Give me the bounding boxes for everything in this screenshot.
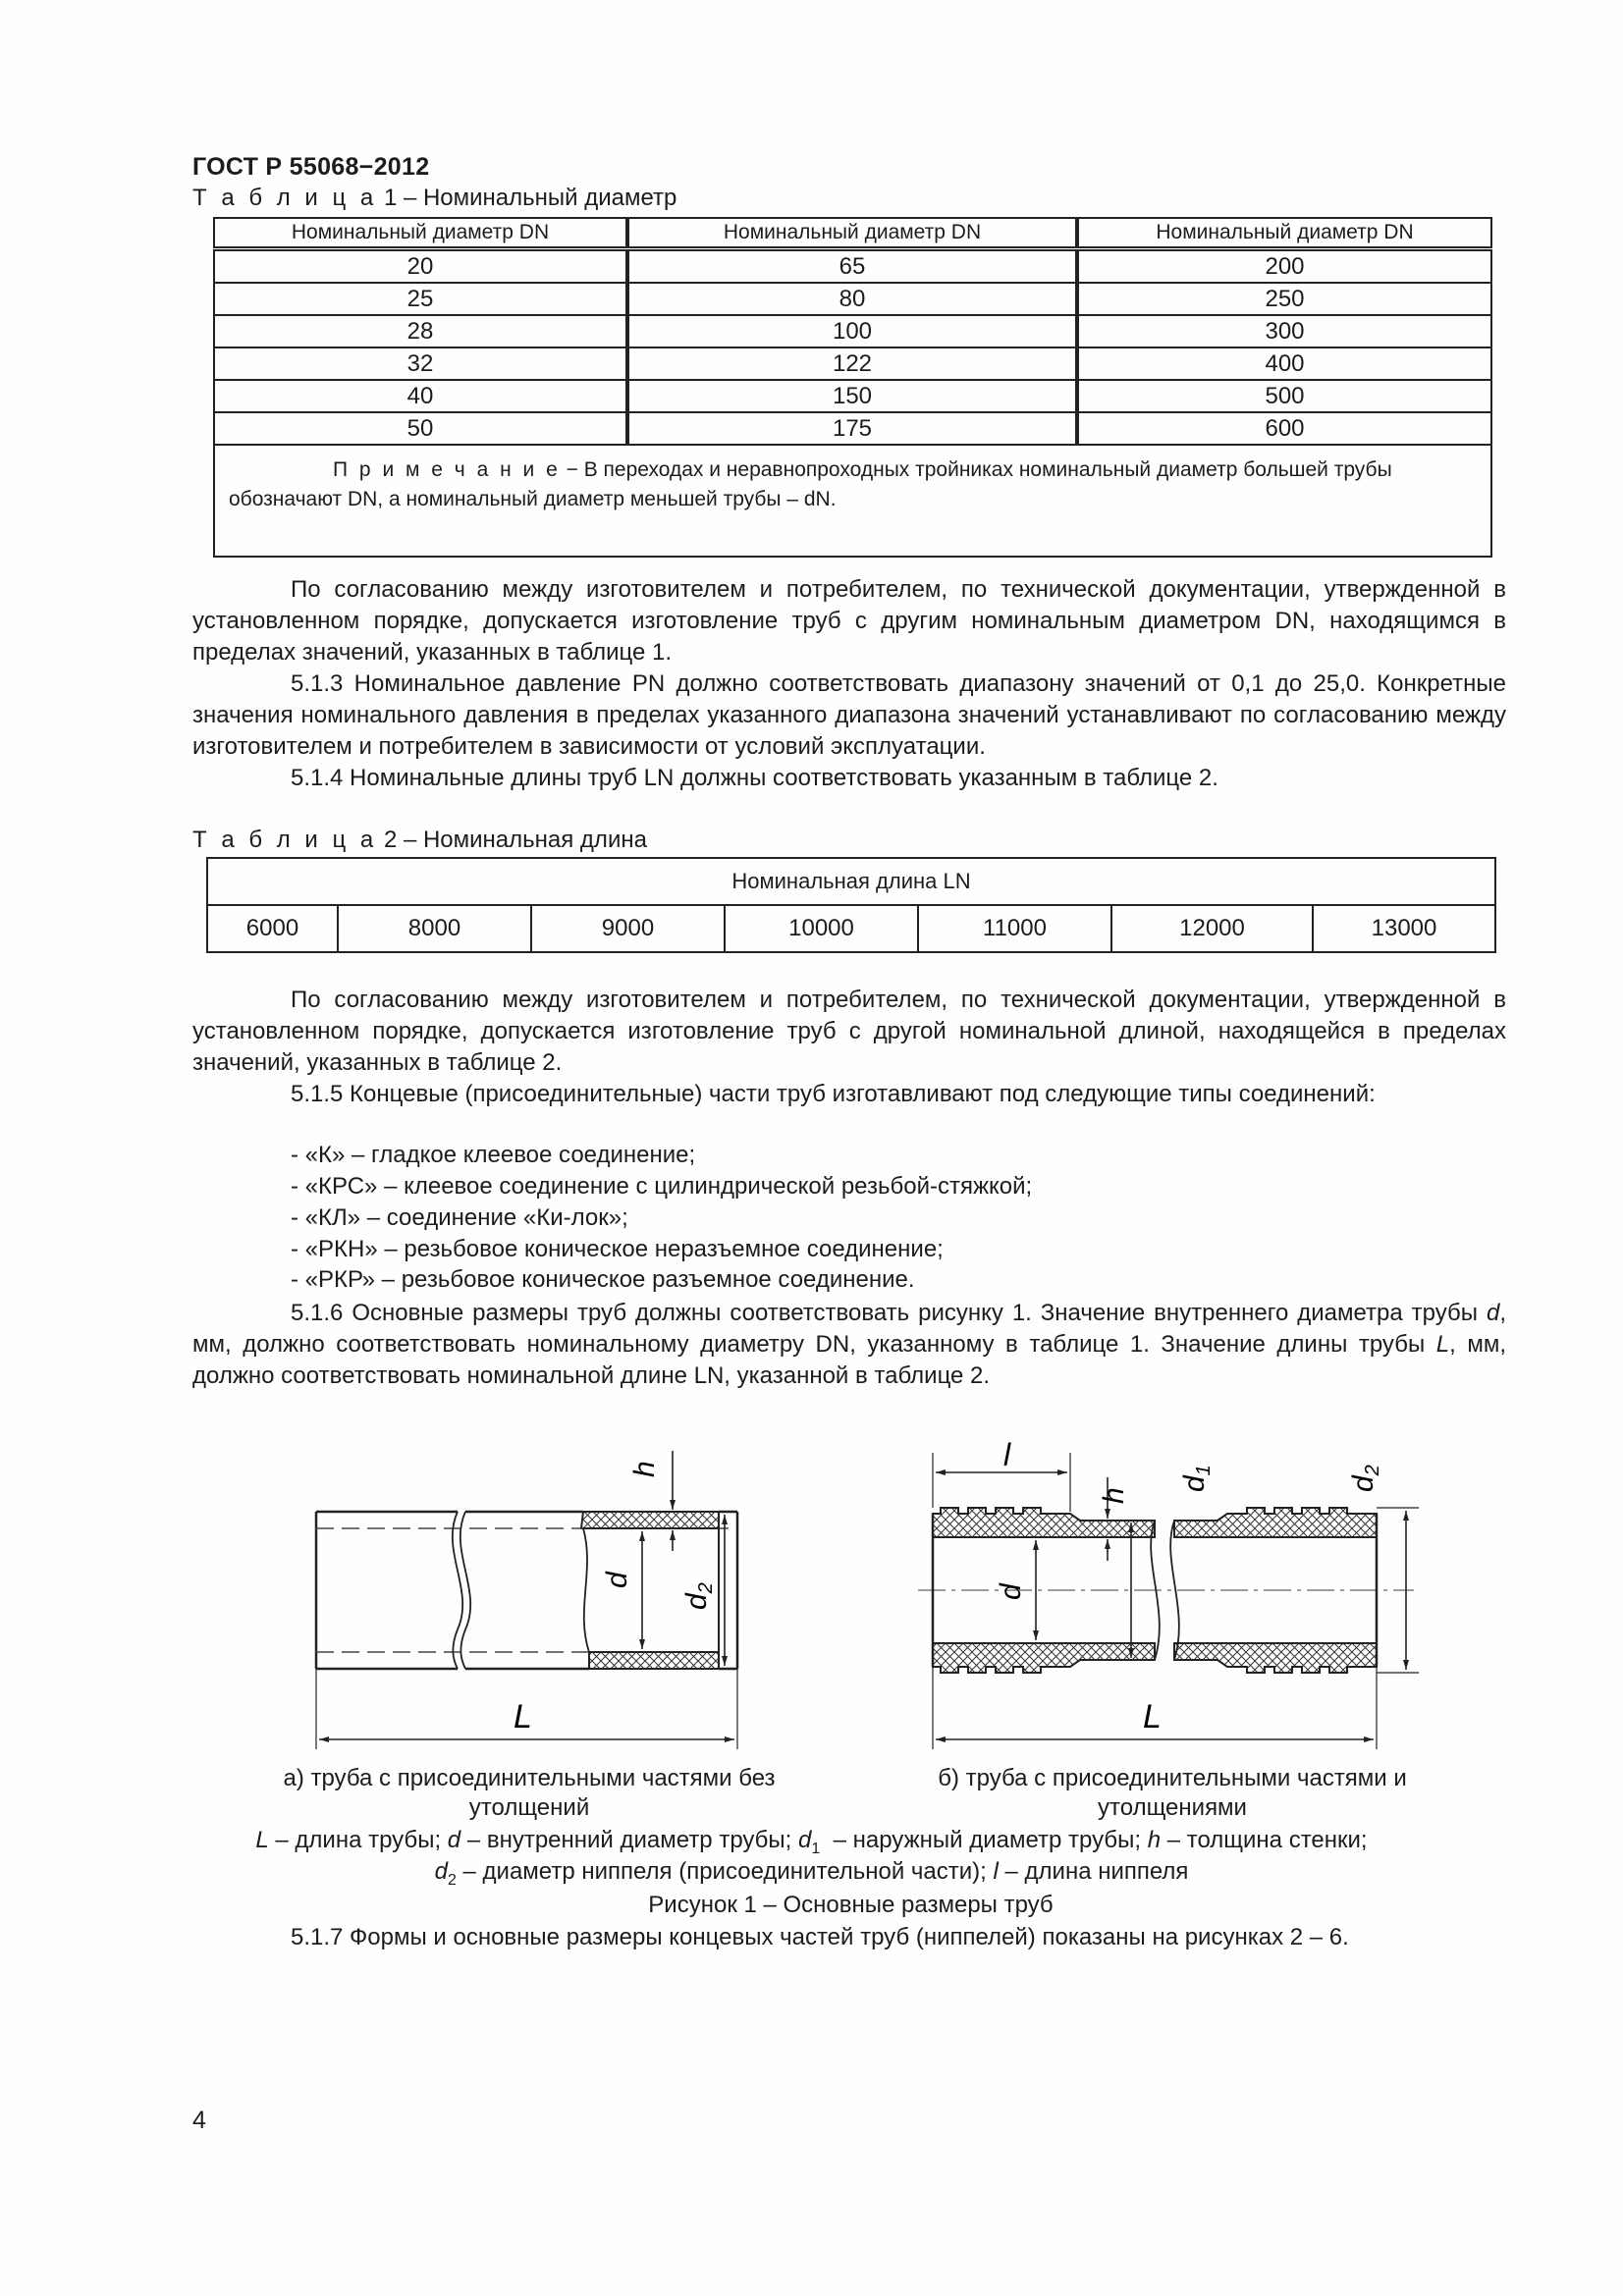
legend-text: – диаметр ниппеля (присоединительной части); (456, 1858, 994, 1885)
table-cell: 6000 (207, 905, 338, 952)
table2-caption-prefix: Т а б л и ц а (192, 827, 378, 853)
label-d: d (995, 1583, 1027, 1600)
figure-caption-b: б) труба с присоединительными частями и утолщениями (938, 1765, 1407, 1821)
table-row (214, 249, 1491, 284)
sym: d (447, 1827, 461, 1853)
document-code: ГОСТ Р 55068−2012 (192, 153, 430, 181)
sym: L (255, 1827, 269, 1853)
figure-legend-line-2 (0, 1858, 1623, 1890)
label-d1-letter: d (1178, 1475, 1211, 1492)
table-cell: 12000 (1111, 905, 1313, 952)
table-cell: 175 (627, 412, 1077, 445)
table-cell: 20 (214, 249, 627, 284)
table-cell: 13000 (1313, 905, 1495, 952)
table-cell: 10000 (725, 905, 918, 952)
table-note-row (214, 445, 1491, 557)
symbol-L: L (1435, 1330, 1450, 1358)
legend-text: – длина трубы; (268, 1827, 448, 1853)
table-cell: 600 (1077, 412, 1491, 445)
table-cell: 50 (214, 412, 627, 445)
list-item: - «К» – гладкое клеевое соединение; (291, 1142, 696, 1168)
table1-caption (192, 185, 676, 212)
label-h: h (1098, 1487, 1130, 1504)
table-cell: 25 (214, 283, 627, 315)
label-d2 (680, 1582, 717, 1610)
table-header-row (207, 858, 1495, 905)
label-d2-letter: d (680, 1593, 713, 1610)
label-d1 (1178, 1465, 1215, 1492)
figure-caption-a: а) труба с присоединительными частями без утолщений (283, 1765, 776, 1821)
page-number: 4 (192, 2107, 206, 2134)
paragraph-5-1-3: 5.1.3 Номинальное давление PN должно соответствовать диапазону значений от 0,1 до 25,0. Конкретные значения номинального давления в пределах указанного диапазона значений устанавливают по согласованию между изготовителем и потребителем в зависимости от условий эксплуатации. (192, 670, 1506, 760)
sym-sub: 2 (447, 1871, 457, 1889)
table-nominal-length (206, 857, 1496, 953)
table1-caption-title: 1 – Номинальный диаметр (383, 185, 677, 211)
table-cell: 80 (627, 283, 1077, 315)
legend-text: – наружный диаметр трубы; (820, 1827, 1148, 1853)
list-item: - «КРС» – клеевое соединение с цилиндрической резьбой-стяжкой; (291, 1173, 1033, 1200)
pipe-drawing-a (316, 1451, 737, 1749)
table-row (214, 347, 1491, 380)
table-cell: 300 (1077, 315, 1491, 347)
table-cell: 400 (1077, 347, 1491, 380)
label-d: d (601, 1572, 633, 1588)
label-l: l (1003, 1437, 1011, 1472)
para-text: , мм, должно соответствовать номинальной длине LN, указанной в таблице 2. (192, 1330, 1506, 1389)
table-header-cell: Номинальный диаметр DN (1077, 218, 1491, 249)
figure-title: Рисунок 1 – Основные размеры труб (648, 1892, 1054, 1918)
table-row (214, 315, 1491, 347)
para-text: 5.1.6 Основные размеры труб должны соответствовать рисунку 1. Значение внутреннего диаметра трубы (291, 1300, 1487, 1326)
table-cell: 100 (627, 315, 1077, 347)
table-cell: 500 (1077, 380, 1491, 412)
table-header-cell: Номинальный диаметр DN (627, 218, 1077, 249)
legend-text: – длина ниппеля (998, 1858, 1189, 1885)
table-cell: 28 (214, 315, 627, 347)
table-header-cell: Номинальный диаметр DN (214, 218, 627, 249)
label-L: L (514, 1698, 532, 1735)
list-item: - «РКН» – резьбовое коническое неразъемное соединение; (291, 1236, 944, 1262)
list-item: - «РКР» – резьбовое коническое разъемное соединение. (291, 1266, 915, 1293)
label-d2-letter: d (1347, 1475, 1380, 1492)
table-cell: 9000 (531, 905, 725, 952)
table-row (214, 283, 1491, 315)
note-label: П р и м е ч а н и е (333, 458, 561, 481)
table-header-row (214, 218, 1491, 249)
table-cell: 150 (627, 380, 1077, 412)
table-cell: 65 (627, 249, 1077, 284)
label-d2-subscript: 2 (1362, 1465, 1383, 1476)
table-note (214, 445, 1491, 557)
para-text: , мм, должно соответствовать номинальному диаметру DN, указанному в таблице 1. Значение длины трубы (192, 1300, 1506, 1358)
sym: h (1147, 1827, 1162, 1853)
pipe-drawing-b (918, 1437, 1419, 1749)
figure-legend-line-1 (0, 1827, 1623, 1858)
paragraph-diameter-agreement: По согласованию между изготовителем и потребителем, по технической документации, утвержденной в установленном порядке, допускается изготовление труб с другим номинальным диаметром DN, находящимся в пределах значений, указанных в таблице 1. (192, 576, 1506, 666)
table-cell: 8000 (338, 905, 531, 952)
label-d1-subscript: 1 (1193, 1465, 1215, 1476)
paragraph-length-agreement: По согласованию между изготовителем и потребителем, по технической документации, утвержденной в установленном порядке, допускается изготовление труб с другой номинальной длиной, находящейся в пределах значений, указанных в таблице 2. (192, 987, 1506, 1076)
table-cell: 250 (1077, 283, 1491, 315)
label-d2 (1347, 1465, 1383, 1492)
sym: l (993, 1858, 999, 1885)
label-d2-subscript: 2 (695, 1582, 717, 1594)
paragraph-5-1-7: 5.1.7 Формы и основные размеры концевых частей труб (ниппелей) показаны на рисунках 2 – 6. (291, 1924, 1349, 1950)
table1-caption-prefix: Т а б л и ц а (192, 185, 378, 211)
figure-pipe-dimensions (0, 1414, 1623, 1767)
paragraph-5-1-6 (192, 1298, 1506, 1391)
paragraph-5-1-5: 5.1.5 Концевые (присоединительные) части труб изготавливают под следующие типы соединений: (291, 1081, 1376, 1107)
legend-text: – внутренний диаметр трубы; (460, 1827, 798, 1853)
table-cell: 40 (214, 380, 627, 412)
table-cell: 11000 (918, 905, 1111, 952)
sym: d (798, 1827, 812, 1853)
table-cell: 200 (1077, 249, 1491, 284)
table2-caption (192, 827, 647, 854)
note-text: − В переходах и неравнопроходных тройниках номинальный диаметр большей трубы обозначают DN, а номинальный диаметр меньшей трубы – dN. (229, 458, 1392, 510)
sym-sub: 1 (811, 1840, 821, 1857)
table-cell: 32 (214, 347, 627, 380)
table-row (214, 412, 1491, 445)
table-row (214, 380, 1491, 412)
paragraph-5-1-4: 5.1.4 Номинальные длины труб LN должны соответствовать указанным в таблице 2. (291, 765, 1218, 791)
list-item: - «КЛ» – соединение «Ки-лок»; (291, 1204, 628, 1231)
table-cell: 122 (627, 347, 1077, 380)
table-header-cell: Номинальная длина LN (207, 858, 1495, 905)
table2-caption-title: 2 – Номинальная длина (383, 827, 647, 853)
label-h: h (628, 1461, 661, 1477)
table-row (207, 905, 1495, 952)
label-L: L (1143, 1698, 1162, 1735)
legend-text: – толщина стенки; (1161, 1827, 1368, 1853)
sym: d (434, 1858, 448, 1885)
table-nominal-diameter (213, 217, 1492, 558)
symbol-d: d (1486, 1300, 1500, 1326)
